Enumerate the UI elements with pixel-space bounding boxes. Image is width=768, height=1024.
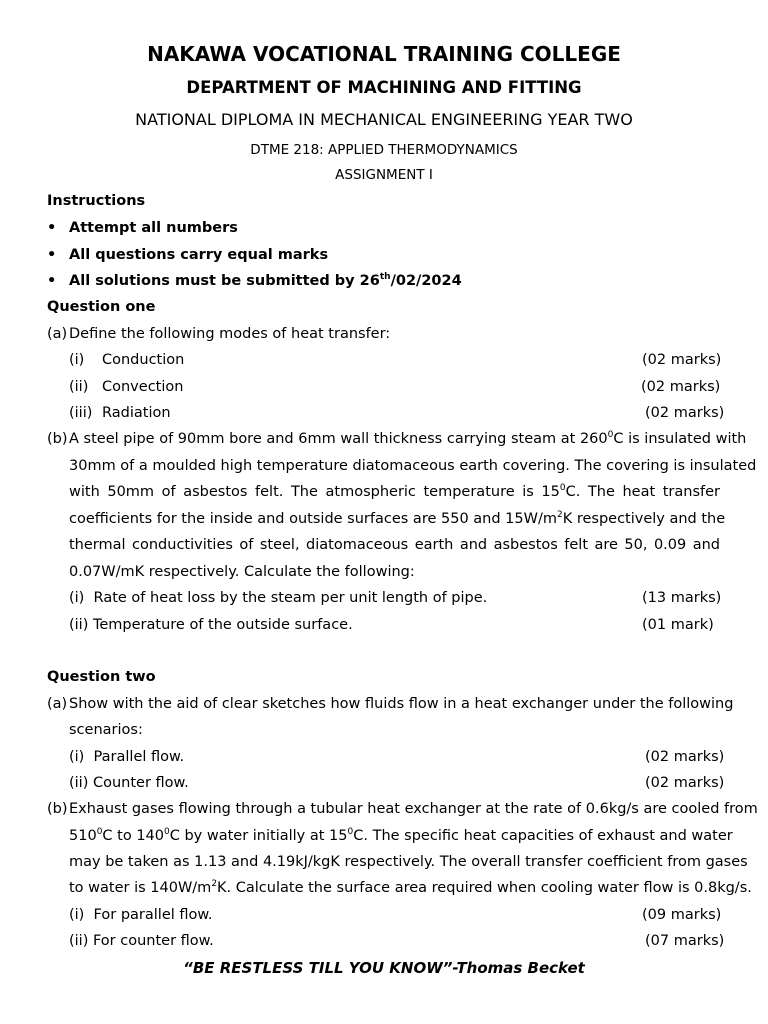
marks-label: (02 marks) [645, 775, 725, 791]
marks-label: (02 marks) [642, 352, 722, 368]
q2-part-a-label: (a) [47, 696, 68, 712]
assignment-title: ASSIGNMENT I [335, 167, 433, 183]
q2-b-line: Exhaust gases flowing through a tubular heat exchanger at the rate of 0.6kg/s are cooled from [69, 801, 758, 817]
item-text: (i) For parallel flow. [69, 907, 213, 923]
marks-label: (02 marks) [645, 749, 725, 765]
q1-part-b-label: (b) [47, 431, 68, 447]
q1-b-line: A steel pipe of 90mm bore and 6mm wall thickness carrying steam at $260^0C$ is insulated with [69, 430, 747, 447]
footer-quote: “BE RESTLESS TILL YOU KNOW”-Thomas Becket [183, 959, 585, 977]
q1-part-a-text: Define the following modes of heat transfer: [69, 326, 391, 342]
item-text: (ii) Temperature of the outside surface. [69, 617, 353, 633]
item-text: (ii) For counter flow. [69, 933, 214, 949]
marks-label: (07 marks) [645, 933, 725, 949]
bullet-icon: • [47, 220, 57, 236]
item-text: (i) Rate of heat loss by the steam per unit length of pipe. [69, 590, 488, 606]
question-one-heading: Question one [47, 299, 156, 315]
marks-label: (02 marks) [645, 405, 725, 421]
item-text: Conduction [102, 352, 185, 368]
instruction-text: Attempt all numbers [69, 220, 238, 236]
q1-b-line: coefficients for the inside and outside surfaces are 550 and $15W/m^2K$ respectively and the [69, 510, 726, 527]
marks-label: (09 marks) [642, 907, 722, 923]
q1-b-line: 0.07W/mK respectively. Calculate the following: [69, 564, 415, 580]
item-text: (i) Parallel flow. [69, 749, 185, 765]
instruction-text: All questions carry equal marks [69, 247, 329, 263]
q1-part-a-label: (a) [47, 326, 68, 342]
q1-b-line: with 50mm of asbestos felt. The atmospheric temperature is $15^0C$. The heat transfer [69, 483, 720, 500]
question-two-heading: Question two [47, 669, 156, 685]
q2-a-line: Show with the aid of clear sketches how fluids flow in a heat exchanger under the following [69, 696, 734, 712]
q2-b-line: may be taken as 1.13 and 4.19kJ/kgK respectively. The overall transfer coefficient from gases [69, 854, 748, 870]
q2-b-line: to water is $140W/m^2K$. Calculate the surface area required when cooling water flow is 0.8kg/s. [69, 879, 752, 896]
item-number: (iii) [69, 405, 93, 421]
item-text: Convection [102, 379, 184, 395]
bullet-icon: • [47, 247, 57, 263]
course-title: DTME 218: APPLIED THERMODYNAMICS [250, 142, 518, 158]
programme-title: NATIONAL DIPLOMA IN MECHANICAL ENGINEERING YEAR TWO [135, 110, 633, 129]
marks-label: (01 mark) [642, 617, 714, 633]
item-text: Radiation [102, 405, 171, 421]
q2-b-line: $510^0C$ to $140^0C$ by water initially at $15^0C$. The specific heat capacities of exhaust and water [69, 827, 733, 844]
item-number: (ii) [69, 379, 89, 395]
deadline-text: All solutions must be submitted by 26th/02/2024 [69, 272, 462, 289]
instructions-heading: Instructions [47, 193, 146, 209]
department-title: DEPARTMENT OF MACHINING AND FITTING [186, 78, 582, 97]
q1-b-line: thermal conductivities of steel, diatomaceous earth and asbestos felt are 50, 0.09 and [69, 537, 720, 553]
bullet-icon: • [47, 273, 57, 289]
q2-part-b-label: (b) [47, 801, 68, 817]
item-text: (ii) Counter flow. [69, 775, 189, 791]
marks-label: (13 marks) [642, 590, 722, 606]
college-title: NAKAWA VOCATIONAL TRAINING COLLEGE [147, 42, 621, 66]
q1-b-line: 30mm of a moulded high temperature diatomaceous earth covering. The covering is insulated [69, 458, 757, 474]
marks-label: (02 marks) [641, 379, 721, 395]
q2-a-line: scenarios: [69, 722, 143, 738]
item-number: (i) [69, 352, 85, 368]
